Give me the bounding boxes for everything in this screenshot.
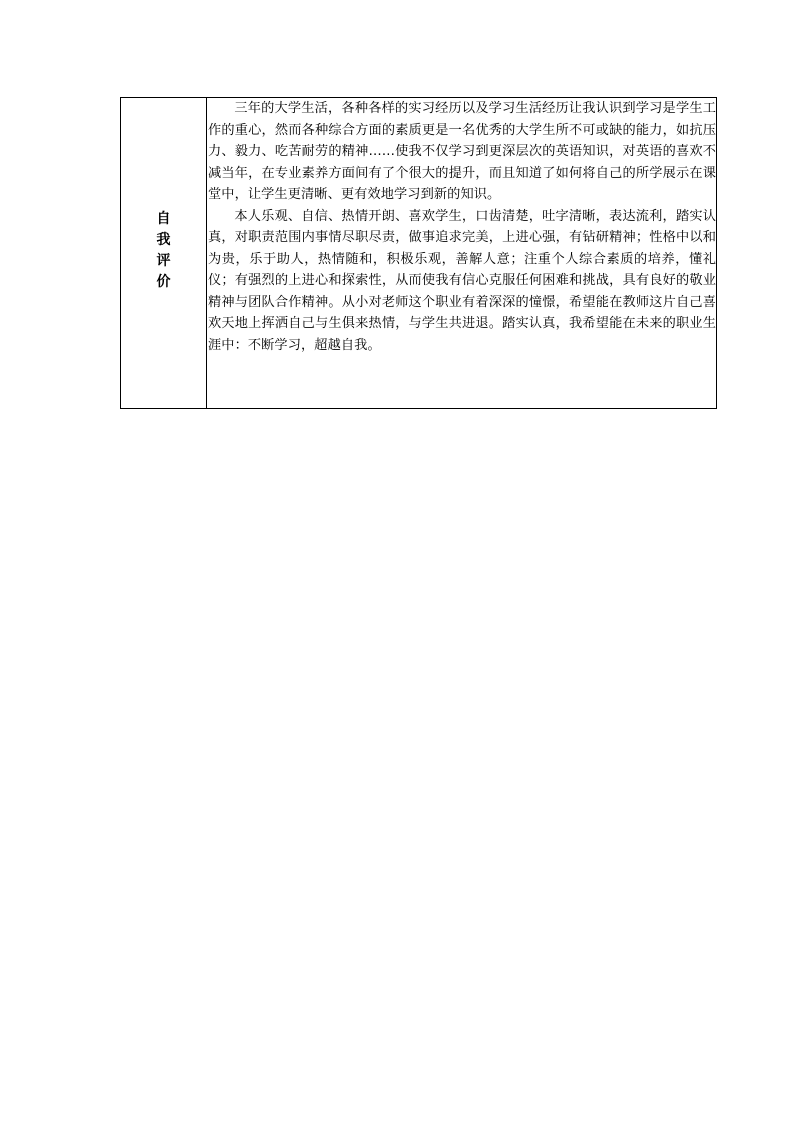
section-label-char: 自 (156, 211, 171, 227)
section-content-cell (207, 98, 717, 409)
section-label-char: 评 (156, 253, 171, 269)
self-evaluation-table (120, 97, 717, 409)
paragraph: 三年的大学生活，各种各样的实习经历以及学习生活经历让我认识到学习是学生工作的重心，然而各种综合方面的素质更是一名优秀的大学生所不可或缺的能力，如抗压力、毅力、吃苦耐劳的精神……使我不仅学习到更深层次的英语知识，对英语的喜欢不减当年，在专业素养方面间有了个很大的提升，而且知道了如何将自己的所学展示在课堂中，让学生更清晰、更有效地学习到新的知识。 (208, 101, 716, 202)
section-label-cell (121, 98, 207, 409)
paragraph: 本人乐观、自信、热情开朗、喜欢学生，口齿清楚，吐字清晰，表达流利，踏实认真，对职责范围内事情尽职尽责，做事追求完美，上进心强，有钻研精神；性格中以和为贵，乐于助人，热情随和，积极乐观，善解人意；注重个人综合素质的培养，懂礼仪；有强烈的上进心和探索性，从而使我有信心克服任何困难和挑战，具有良好的敬业精神与团队合作精神。从小对老师这个职业有着深深的憧憬，希望能在教师这片自己喜欢天地上挥洒自己与生俱来热情，与学生共进退。踏实认真，我希望能在未来的职业生涯中：不断学习，超越自我。 (208, 208, 716, 353)
section-label-char: 我 (156, 232, 171, 248)
self-evaluation-row (121, 98, 717, 409)
self-evaluation-text (207, 98, 716, 356)
section-label (121, 209, 206, 293)
section-label-char: 价 (156, 274, 171, 290)
